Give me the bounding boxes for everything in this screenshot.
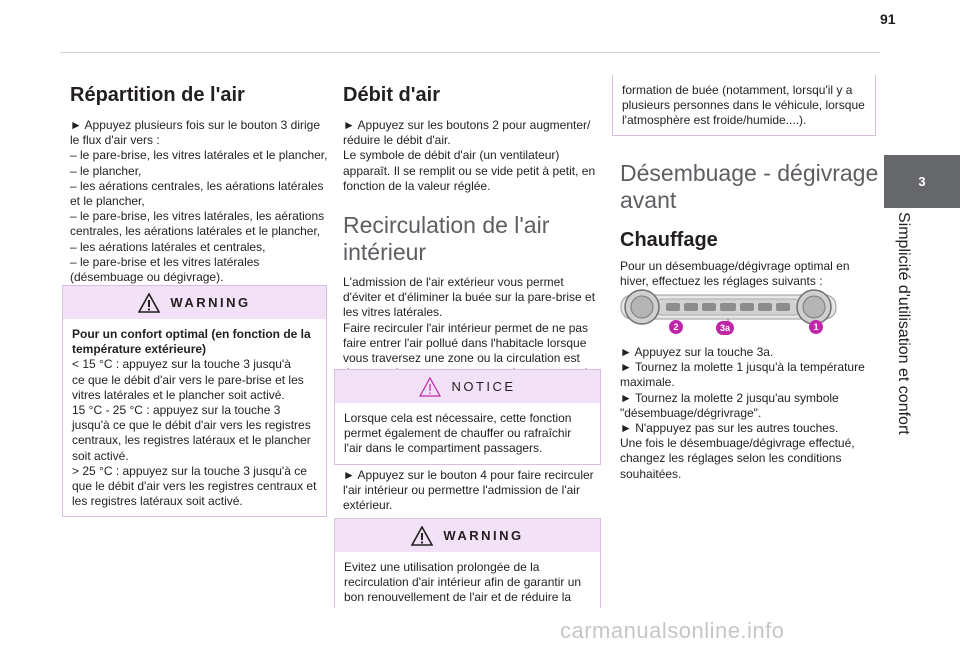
- text-line: – le plancher,: [70, 163, 142, 178]
- section-title-recirculation: Recirculation de l'air: [343, 212, 550, 239]
- notice-label: NOTICE: [451, 379, 516, 394]
- text-line: – les aérations latérales et centrales,: [70, 239, 266, 254]
- notice-icon: [419, 377, 441, 397]
- watermark: carmanualsonline.info: [560, 618, 785, 643]
- text-line: extérieur.: [343, 498, 393, 513]
- warning-line: que le débit d'air vers les registres centraux et: [72, 479, 317, 494]
- chapter-title-vertical: [874, 212, 934, 492]
- warning-line: jusqu'à ce que le débit d'air vers les registres: [72, 418, 311, 433]
- warning-header: [63, 286, 326, 319]
- callout-3a: 3a: [716, 321, 734, 335]
- notice-header: [335, 370, 600, 403]
- warning-body: [63, 319, 326, 516]
- header-divider: [60, 52, 880, 53]
- section-title-defrost-2: avant: [620, 187, 677, 213]
- text-line: fonction de la valeur réglée.: [343, 178, 491, 193]
- text-line: L'admission de l'air extérieur vous permet: [343, 275, 564, 290]
- text-line: centrales, les aérations latérales et le plancher,: [70, 224, 321, 239]
- step-line: ► Tournez la molette 1 jusqu'à la température: [620, 360, 865, 375]
- text-line: hiver, effectuez les réglages suivants :: [620, 274, 823, 289]
- notice-line: Lorsque cela est nécessaire, cette fonction: [344, 411, 572, 425]
- warning-line: bon renouvellement de l'air et de réduire la: [344, 590, 572, 605]
- warning-line: les registres latéraux soit activé.: [72, 494, 243, 509]
- warning-line: Evitez une utilisation prolongée de la: [344, 560, 540, 574]
- callout-2: 2: [669, 320, 683, 334]
- text-line: les vitres latérales.: [343, 305, 443, 320]
- step-line: changez les réglages selon les conditions: [620, 451, 842, 466]
- step-line: "désembuage/dégrivrage".: [620, 405, 762, 420]
- recirculation-text: [343, 275, 605, 381]
- step-line: souhaitées.: [620, 466, 682, 481]
- text-line: ► Appuyez plusieurs fois sur le bouton 3 dirige: [70, 118, 321, 132]
- text-line: – le pare-brise, les vitres latérales et le plancher,: [70, 148, 328, 163]
- warning-line: vitres latérales et le plancher soit activé.: [72, 387, 285, 402]
- text-line: ► Appuyez sur les boutons 2 pour augmenter/: [343, 118, 591, 132]
- notice-body: [335, 403, 600, 464]
- section-title-defrost: Désembuage - dégivrage: [620, 160, 879, 186]
- warning-box-2-continued: [612, 75, 876, 136]
- warning-line: Pour un confort optimal (en fonction de la: [72, 327, 311, 341]
- step-line: maximale.: [620, 375, 675, 390]
- box-line: formation de buée (notamment, lorsqu'il y a: [622, 83, 853, 97]
- warning-line: centraux, les registres latéraux et le plancher: [72, 433, 311, 448]
- section-title-recirculation-2: intérieur: [343, 239, 427, 266]
- warning-line: température extérieure): [72, 342, 207, 357]
- warning-label: WARNING: [443, 528, 524, 543]
- text-line: – le pare-brise et les vitres latérales: [70, 254, 260, 269]
- warning-line: > 25 °C : appuyez sur la touche 3 jusqu'à ce: [72, 463, 307, 478]
- box-line: plusieurs personnes dans le véhicule, lorsque: [622, 98, 865, 113]
- text-line: l'air intérieur ou permettre l'admission de l'air: [343, 483, 580, 498]
- column-1: [70, 84, 332, 285]
- box-line: l'atmosphère est froide/humide....).: [622, 113, 807, 128]
- warning-label: WARNING: [170, 295, 251, 310]
- recirculation-button-text: [343, 468, 605, 514]
- warning-body: [335, 552, 600, 608]
- text-line: et le plancher,: [70, 194, 145, 209]
- step-line: ► Tournez la molette 2 jusqu'au symbole: [620, 390, 839, 405]
- text-line: d'éviter et d'éliminer la buée sur la pare-brise et: [343, 290, 596, 305]
- section-title-air-flow: Débit d'air: [343, 84, 440, 106]
- warning-line: ce que le débit d'air vers le pare-brise et les: [72, 372, 304, 387]
- notice-box: [334, 369, 601, 465]
- text-line: (désembuage ou dégivrage).: [70, 270, 224, 285]
- warning-line: recirculation d'air intérieur afin de garantir un: [344, 575, 582, 590]
- recirculation-heading: [343, 212, 605, 266]
- step-line: Une fois le désembuage/dégivrage effectué,: [620, 436, 855, 451]
- column-2: [343, 84, 605, 381]
- warning-line: 15 °C - 25 °C : appuyez sur la touche 3: [72, 403, 281, 418]
- step-line: ► Appuyez sur la touche 3a.: [620, 345, 774, 359]
- section-title-air-distribution: Répartition de l'air: [70, 84, 245, 106]
- text-line: Le symbole de débit d'air (un ventilateur): [343, 148, 560, 163]
- text-line: Pour un désembuage/dégivrage optimal en: [620, 259, 850, 273]
- notice-line: permet également de chauffer ou rafraîchir: [344, 426, 572, 441]
- chapter-tab[interactable]: 3: [884, 155, 960, 208]
- text-line: vous traversez une zone ou la circulation est: [343, 351, 580, 366]
- air-flow-text: [343, 118, 605, 194]
- warning-line: soit activé.: [72, 448, 129, 463]
- column-3: [620, 160, 882, 289]
- text-line: – le pare-brise, les vitres latérales, les aérations: [70, 209, 325, 224]
- warning-line: < 15 °C : appuyez sur la touche 3 jusqu'à: [72, 357, 291, 372]
- notice-line: l'air dans le compartiment passagers.: [344, 441, 543, 456]
- text-line: – les aérations centrales, les aérations latérales: [70, 178, 324, 193]
- text-line: faire entrer l'air pollué dans l'habitacle lorsque: [343, 335, 587, 350]
- subtitle-heating: Chauffage: [620, 229, 718, 251]
- step-line: ► N'appuyez pas sur les autres touches.: [620, 421, 839, 436]
- warning-icon: [138, 293, 160, 313]
- warning-header: [335, 519, 600, 552]
- warning-box-1: [62, 285, 327, 517]
- text-line: le flux d'air vers :: [70, 133, 160, 148]
- text-line: Faire recirculer l'air intérieur permet de ne pas: [343, 320, 589, 335]
- page-number: 91: [880, 11, 896, 27]
- callout-1: 1: [809, 320, 823, 334]
- warning-icon: [411, 526, 433, 546]
- text-line: ► Appuyez sur le bouton 4 pour faire recirculer: [343, 468, 594, 482]
- chapter-title: Simplicité d'utilisation et confort: [895, 212, 912, 435]
- text-line: réduire le débit d'air.: [343, 133, 451, 148]
- defrost-steps: [620, 345, 882, 482]
- text-line: apparaît. Il se remplit ou se vide petit à petit, en: [343, 163, 596, 178]
- air-distribution-text: [70, 118, 332, 285]
- warning-box-2: [334, 518, 601, 608]
